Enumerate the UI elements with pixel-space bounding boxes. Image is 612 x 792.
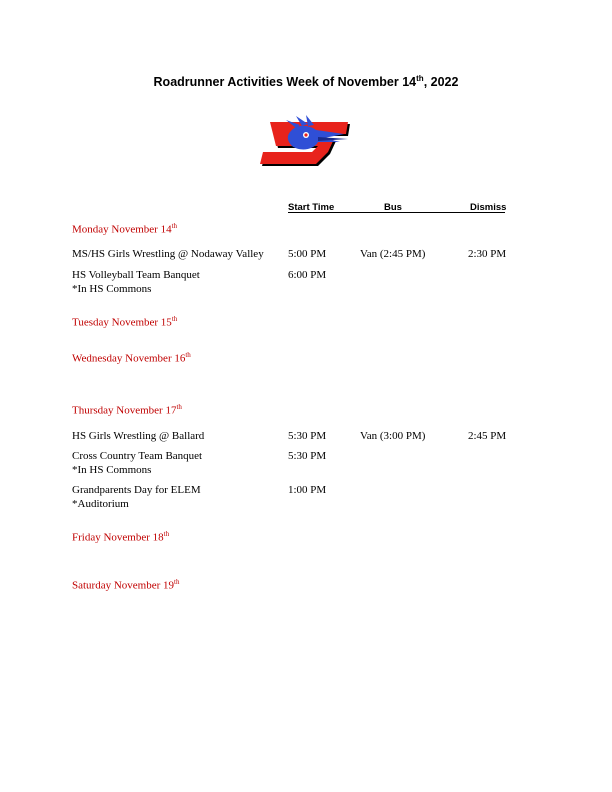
header-underline — [288, 212, 505, 213]
column-header-dismiss: Dismiss — [470, 202, 507, 213]
event-start-time: 6:00 PM — [288, 269, 327, 281]
event-name: MS/HS Girls Wrestling @ Nodaway Valley — [72, 248, 264, 260]
day-heading-tuesday: Tuesday November 15th — [72, 315, 178, 329]
event-bus: Van (3:00 PM) — [360, 430, 426, 442]
event-dismiss: 2:45 PM — [468, 430, 507, 442]
page-title: Roadrunner Activities Week of November 14th, 2022 — [153, 74, 459, 90]
event-start-time: 1:00 PM — [288, 484, 327, 496]
day-heading-saturday: Saturday November 19th — [72, 578, 180, 592]
event-note: *Auditorium — [72, 498, 129, 510]
event-name: Grandparents Day for ELEM — [72, 484, 201, 496]
event-start-time: 5:30 PM — [288, 430, 327, 442]
event-dismiss: 2:30 PM — [468, 248, 507, 260]
event-bus: Van (2:45 PM) — [360, 248, 426, 260]
event-start-time: 5:30 PM — [288, 450, 327, 462]
day-heading-thursday: Thursday November 17th — [72, 403, 182, 417]
day-heading-wednesday: Wednesday November 16th — [72, 351, 191, 365]
day-heading-friday: Friday November 18th — [72, 530, 170, 544]
day-heading-monday: Monday November 14th — [72, 222, 178, 236]
column-header-bus: Bus — [384, 202, 402, 213]
event-name: HS Girls Wrestling @ Ballard — [72, 430, 205, 442]
event-note: *In HS Commons — [72, 464, 152, 476]
roadrunner-logo-icon — [256, 112, 356, 172]
event-name: HS Volleyball Team Banquet — [72, 269, 200, 281]
event-start-time: 5:00 PM — [288, 248, 327, 260]
event-note: *In HS Commons — [72, 283, 152, 295]
event-name: Cross Country Team Banquet — [72, 450, 203, 462]
column-header-start-time: Start Time — [288, 202, 335, 213]
